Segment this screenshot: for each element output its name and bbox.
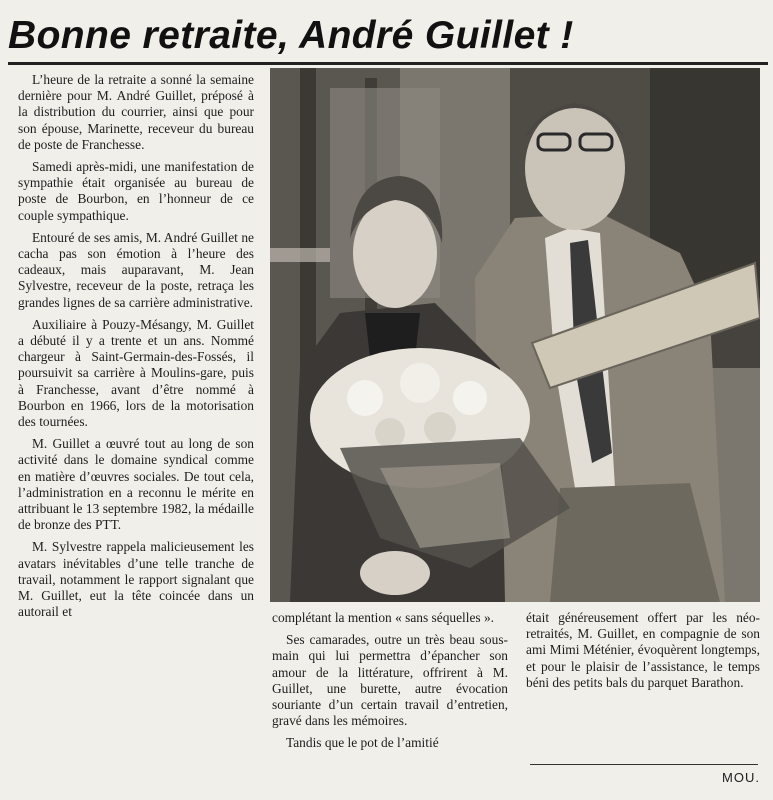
article-column-3 xyxy=(526,610,760,795)
article-column-1 xyxy=(18,72,254,794)
author-signature: MOU. xyxy=(722,770,760,785)
paragraph: Auxiliaire à Pouzy-Mésangy, M. Guillet a débuté il y a trente et un ans. Nommé chargeur à Saint-Germain-des-Fossés, il poursuivit sa carrière à Moulins-gare, puis à Franchesse, avant d’être nommé à Bourbon en 1966, lors de la motorisation des tournées. xyxy=(18,316,254,430)
paragraph: M. Sylvestre rappela malicieusement les avatars inévitables d’une telle tranche de travail, notamment le rapport signalant que M. Guillet, eut la tête coincée dans un autorail et xyxy=(18,539,254,620)
paragraph: Ses camarades, outre un très beau sous-main qui lui permettra d’épancher son amour de la littérature, offrirent à M. Guillet, une burette, autre évocation souriante d’un certain travail d’entretien, gravé dans les mémoires. xyxy=(272,632,508,729)
paragraph: Samedi après-midi, une manifestation de sympathie était organisée au bureau de poste de Bourbon, en l’honneur de ce couple sympathique. xyxy=(18,159,254,223)
signature-rule xyxy=(530,764,758,765)
paragraph: complétant la mention « sans séquelles ». xyxy=(272,610,495,625)
paragraph: Entouré de ses amis, M. André Guillet ne cacha pas son émotion à l’heure des cadeaux, mais auparavant, M. Jean Sylvestre, receveur de la poste, retraça les grandes lignes de sa carrière administrative. xyxy=(18,229,254,310)
paragraph: L’heure de la retraite a sonné la semaine dernière pour M. André Guillet, préposé à la distribution du courrier, ainsi que pour son épouse, Marinette, receveur du bureau de poste de Franchesse. xyxy=(18,72,254,152)
headline-rule xyxy=(8,62,768,65)
paragraph: M. Guillet a œuvré tout au long de son activité dans le domaine syndical comme en matière d’œuvres sociales. De tout cela, l’administration en a reconnu le mérite en attribuant le 13 septembre 1982, la médaille de bronze des PTT. xyxy=(18,436,254,533)
headline: Bonne retraite, André Guillet ! xyxy=(8,14,574,57)
photo-couple-with-gifts xyxy=(270,68,760,602)
paragraph: Tandis que le pot de l’amitié xyxy=(286,735,439,751)
paragraph: était généreusement offert par les néo-retraités, M. Guillet, en compagnie de son ami Mimi Méténier, évoquèrent longtemps, et pour le plaisir de l’assistance, le temps béni des petits bals du parquet Barathon. xyxy=(526,610,760,690)
photo-illustration xyxy=(270,68,760,602)
article-column-2 xyxy=(272,610,508,795)
